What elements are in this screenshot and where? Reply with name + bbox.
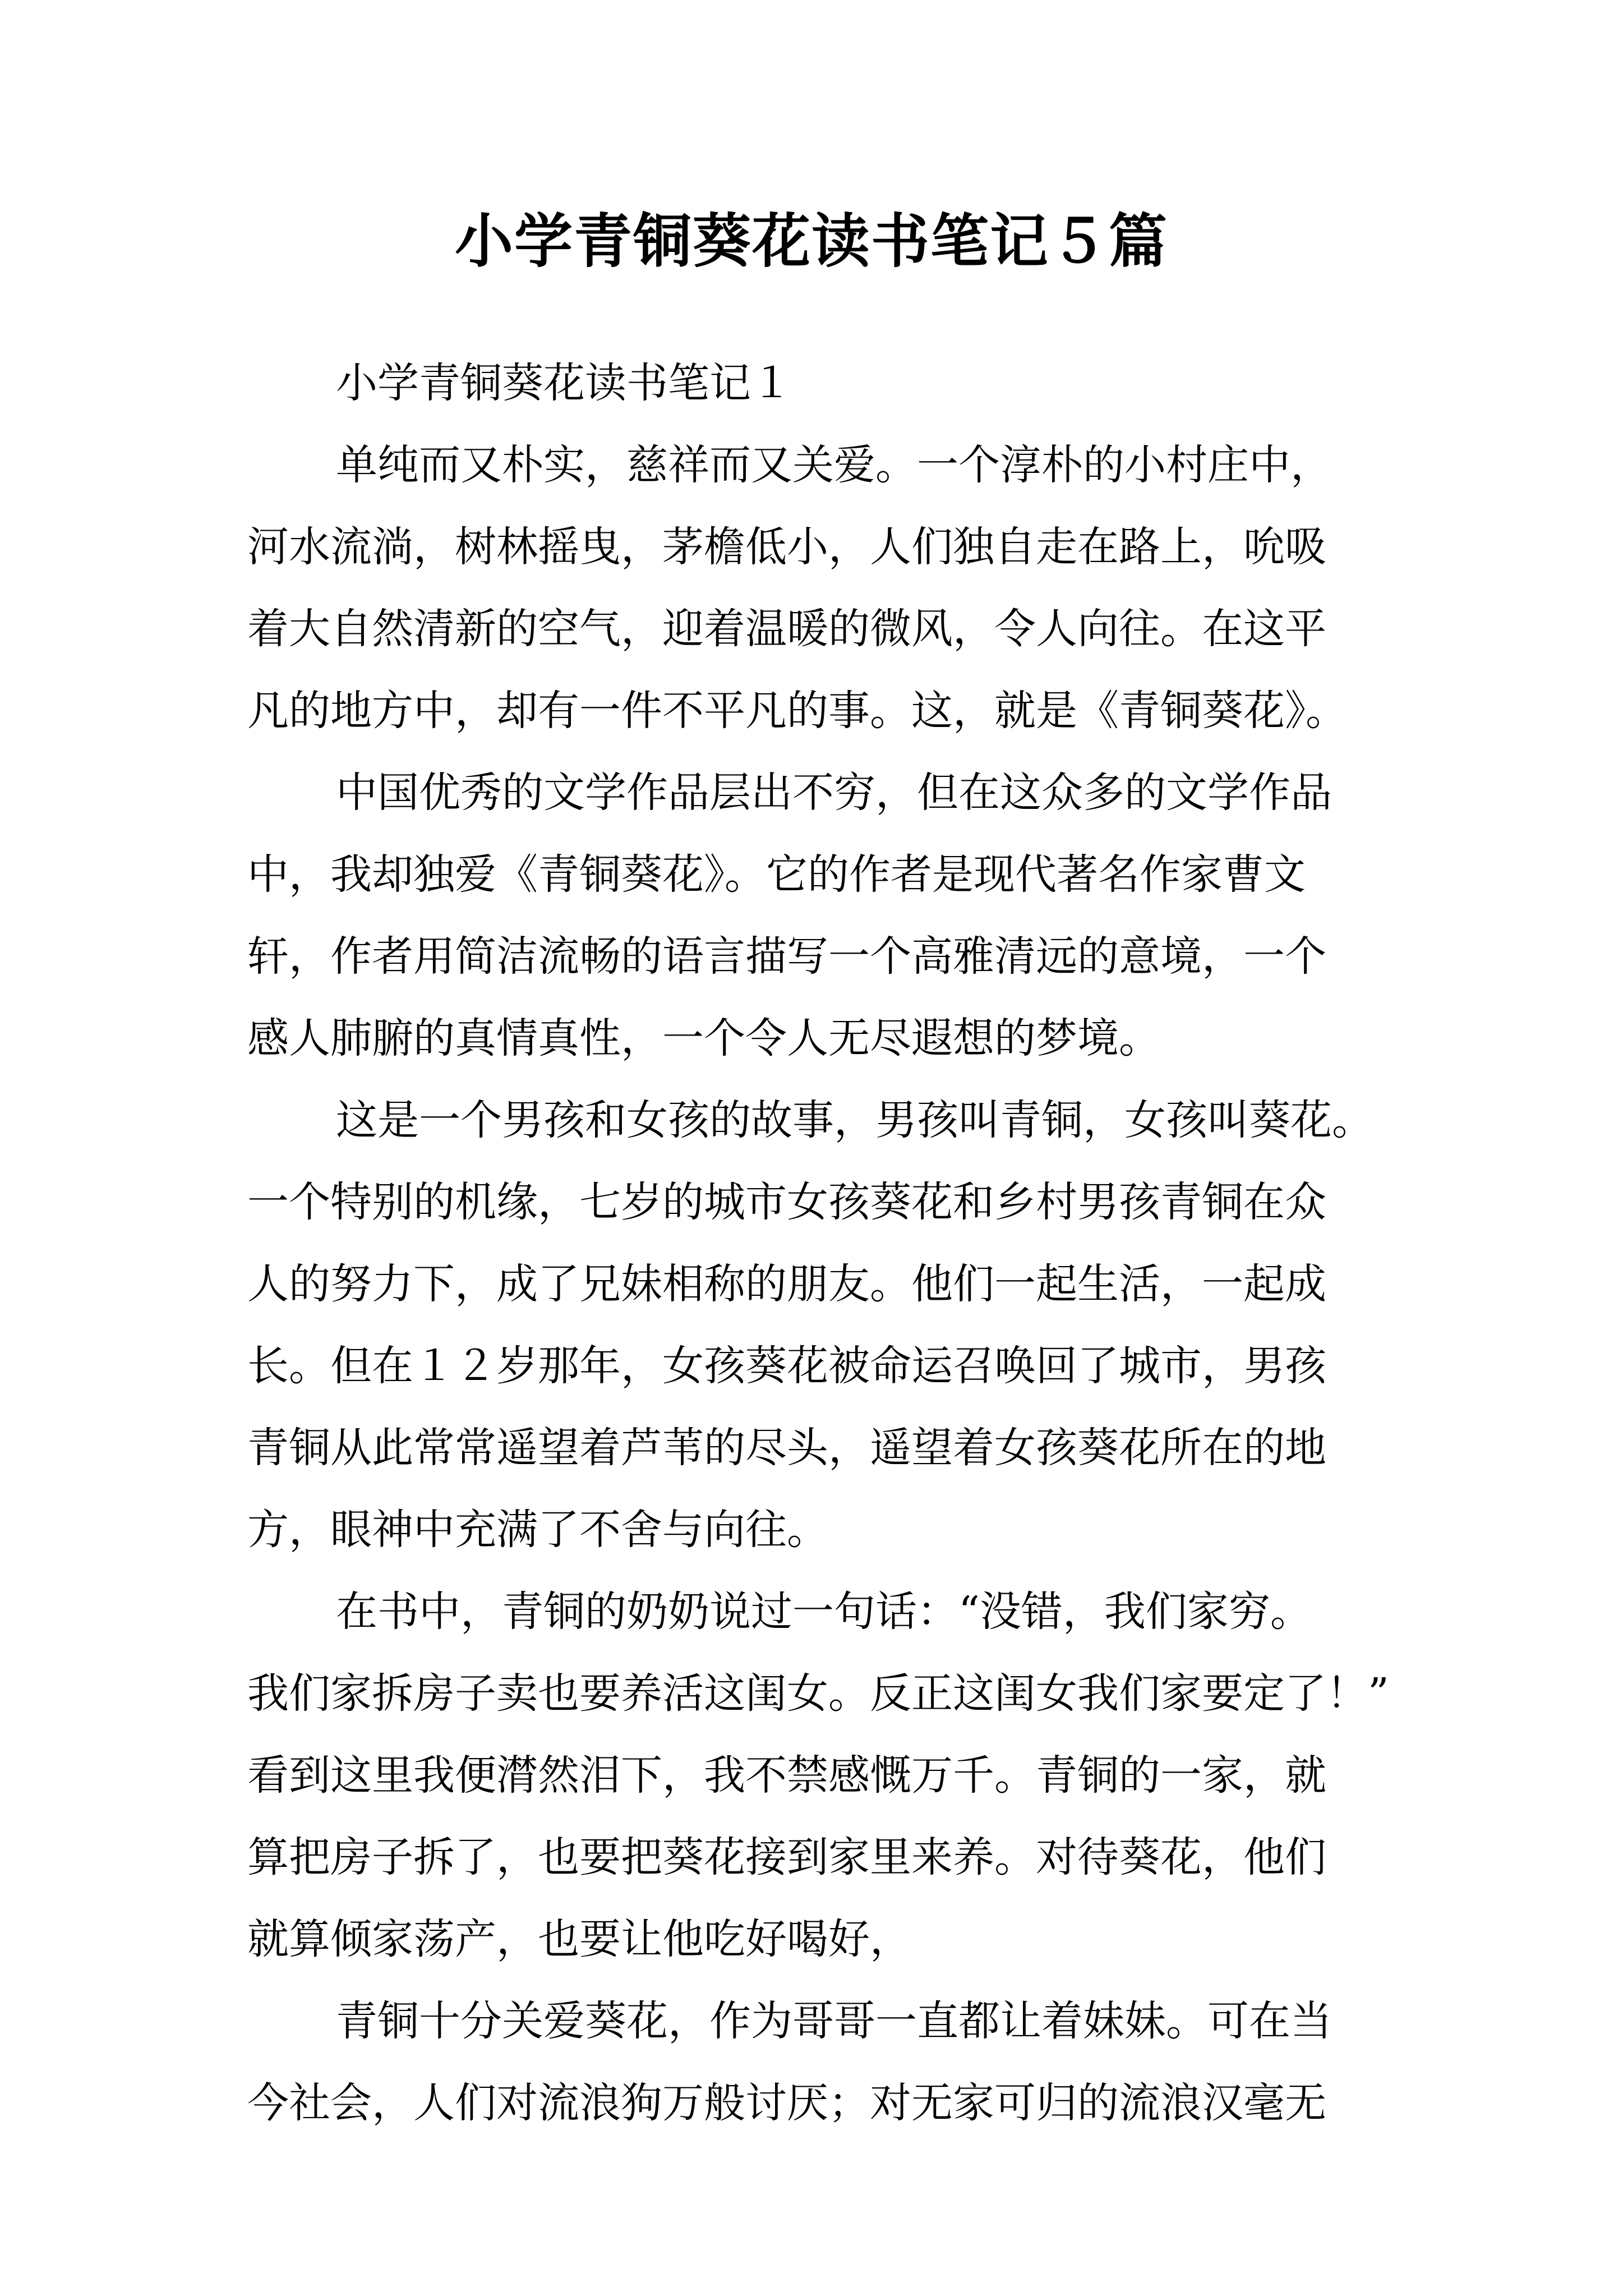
text-line: 在书中，青铜的奶奶说过一句话：“没错，我们家穷。 bbox=[336, 1588, 1312, 1636]
text-line: 长。但在１２岁那年，女孩葵花被命运召唤回了城市，男孩 bbox=[247, 1342, 1326, 1390]
text-line: 方，眼神中充满了不舍与向往。 bbox=[247, 1506, 828, 1554]
text-line: 我们家拆房子卖也要养活这闺女。反正这闺女我们家要定了！” bbox=[247, 1669, 1389, 1718]
text-line: 感人肺腑的真情真性，一个令人无尽遐想的梦境。 bbox=[247, 1014, 1160, 1062]
document-body bbox=[247, 342, 1403, 2144]
text-line: 这是一个男孩和女孩的故事，男孩叫青铜，女孩叫葵花。 bbox=[336, 1096, 1373, 1144]
text-line: 着大自然清新的空气，迎着温暖的微风，令人向往。在这平 bbox=[247, 605, 1326, 653]
section-heading bbox=[247, 342, 1403, 424]
text-line: 算把房子拆了，也要把葵花接到家里来养。对待葵花，他们 bbox=[247, 1833, 1326, 1881]
text-line: 一个特别的机缘，七岁的城市女孩葵花和乡村男孩青铜在众 bbox=[247, 1178, 1326, 1226]
text-line: 人的努力下，成了兄妹相称的朋友。他们一起生活，一起成 bbox=[247, 1260, 1326, 1308]
paragraph bbox=[247, 1980, 1403, 2144]
text-line: 河水流淌，树林摇曳，茅檐低小，人们独自走在路上，吮吸 bbox=[247, 523, 1326, 571]
text-line: 小学青铜葵花读书笔记１ bbox=[336, 359, 792, 407]
text-line: 青铜从此常常遥望着芦苇的尽头，遥望着女孩葵花所在的地 bbox=[247, 1424, 1326, 1472]
text-line: 就算倾家荡产，也要让他吃好喝好， bbox=[247, 1915, 911, 1963]
paragraph bbox=[247, 1079, 1403, 1571]
text-line: 中，我却独爱《青铜葵花》。它的作者是现代著名作家曹文 bbox=[247, 850, 1306, 899]
text-line: 单纯而又朴实，慈祥而又关爱。一个淳朴的小村庄中， bbox=[336, 441, 1332, 489]
document-title: 小学青铜葵花读书笔记５篇 bbox=[454, 206, 1168, 275]
paragraph bbox=[247, 424, 1403, 752]
text-line: 中国优秀的文学作品层出不穷，但在这众多的文学作品 bbox=[336, 769, 1332, 817]
text-line: 轩，作者用简洁流畅的语言描写一个高雅清远的意境，一个 bbox=[247, 932, 1326, 981]
paragraph bbox=[247, 1571, 1403, 1980]
text-line: 今社会，人们对流浪狗万般讨厌；对无家可归的流浪汉毫无 bbox=[247, 2079, 1326, 2127]
text-line: 看到这里我便潸然泪下，我不禁感慨万千。青铜的一家，就 bbox=[247, 1751, 1326, 1800]
text-line: 凡的地方中，却有一件不平凡的事。这，就是《青铜葵花》。 bbox=[247, 687, 1347, 735]
text-line: 青铜十分关爱葵花，作为哥哥一直都让着妹妹。可在当 bbox=[336, 1997, 1332, 2045]
paragraph bbox=[247, 752, 1403, 1079]
